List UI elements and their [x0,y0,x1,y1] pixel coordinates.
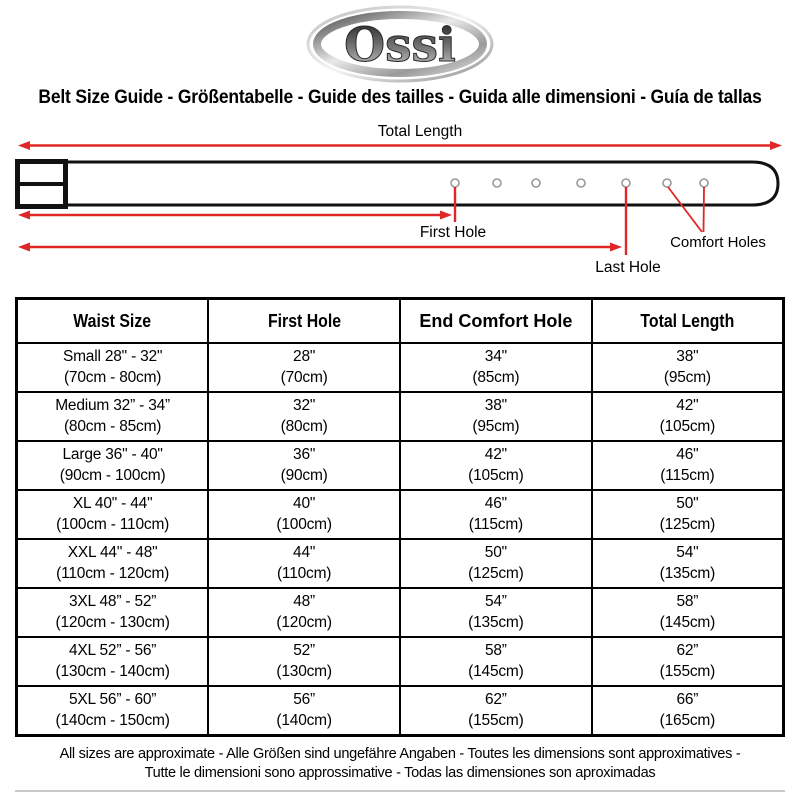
cell-waist [17,637,209,686]
cell-cm: (130cm) [276,662,332,680]
cell-cm: (115cm) [660,466,715,484]
header-label: Total Length [640,310,735,331]
cell-inches: Small 28" - 32" [62,347,163,365]
cell-inches: 38" [676,347,699,365]
cell-cm: (140cm - 150cm) [55,711,170,729]
col-header-first-hole [208,299,400,344]
cell-inches: 38" [484,396,507,414]
cell-cm: (165cm) [659,711,716,729]
cell-cm: (80cm) [280,417,328,435]
cell-cm: (85cm) [472,368,520,386]
cell-inches: 66” [676,690,699,708]
cell-inches: 28" [293,347,316,365]
cell-inches: 50" [676,494,699,512]
header-label: Waist Size [73,310,152,331]
ossi-logo [0,4,800,89]
cell-inches: XXL 44" - 48" [67,543,158,561]
cell-inches: 48” [293,592,316,610]
table-row-5xl [17,686,784,736]
cell-cm: (115cm) [468,515,524,533]
disclaimer-line-1: All sizes are approximate - Alle Größen sind ungefähre Angaben - Toutes les dimensions sont approximatives - [59,745,741,762]
cell-cm: (95cm) [472,417,520,435]
arrowhead-right-icon [770,141,782,150]
col-header-end-comfort-hole [400,299,592,344]
comfort-hole-pointer-line [704,187,705,232]
cell-inches: 42" [676,396,699,414]
size-table [15,297,785,737]
cell-first-hole [208,490,400,539]
cell-cm: (120cm - 130cm) [55,613,170,631]
table-header-row [17,299,784,344]
cell-total-length [592,343,784,392]
cell-cm: (155cm) [468,711,524,729]
belt-hole-comfort-1 [663,179,671,187]
arrowhead-right-icon [610,243,622,252]
cell-inches: 46" [484,494,507,512]
cell-waist [17,441,209,490]
cell-end-comfort-hole [400,392,592,441]
cell-total-length [592,637,784,686]
cell-waist [17,686,209,736]
cell-cm: (105cm) [468,466,524,484]
arrowhead-right-icon [440,211,452,220]
cell-cm: (100cm - 110cm) [56,515,170,533]
cell-inches: 3XL 48” - 52” [68,592,157,610]
cell-first-hole [208,539,400,588]
arrowhead-left-icon [18,211,30,220]
header-label: End Comfort Hole [419,310,573,331]
belt-hole-comfort-2 [700,179,708,187]
cell-cm: (80cm - 85cm) [63,417,162,435]
cell-inches: 4XL 52” - 56” [68,641,157,659]
cell-inches: 40" [293,494,316,512]
cell-cm: (105cm) [659,417,716,435]
cell-end-comfort-hole [400,637,592,686]
table-row-4xl [17,637,784,686]
arrowhead-left-icon [18,141,30,150]
cell-inches: 58” [676,592,699,610]
cell-first-hole [208,637,400,686]
last-hole-label: Last Hole [595,259,661,276]
cell-cm: (70cm) [280,368,328,386]
table-row-3xl [17,588,784,637]
col-header-waist-size [17,299,209,344]
logo-text: Ossi [344,18,456,73]
cell-cm: (90cm) [280,466,328,484]
cell-inches: 44" [293,543,316,561]
cell-inches: 58” [484,641,507,659]
cell-end-comfort-hole [400,539,592,588]
disclaimer-line-2: Tutte le dimensioni sono approssimative - Todas las dimensiones son aproximadas [144,763,656,781]
cell-cm: (140cm) [276,711,332,729]
cell-inches: 62” [676,641,699,659]
cell-waist [17,343,209,392]
cell-cm: (135cm) [468,613,524,631]
disclaimer [12,745,788,783]
cell-inches: 46" [676,445,699,463]
table-row-small [17,343,784,392]
cell-cm: (145cm) [659,613,716,631]
cell-end-comfort-hole [400,686,592,736]
cell-end-comfort-hole [400,588,592,637]
cell-inches: 56” [293,690,316,708]
ossi-logo-badge [305,4,495,84]
comfort-holes-label: Comfort Holes [670,234,766,251]
cell-cm: (95cm) [663,368,711,386]
cell-inches: 52” [293,641,316,659]
cell-waist [17,392,209,441]
cell-cm: (125cm) [659,515,716,533]
cell-total-length [592,539,784,588]
cell-inches: 34" [484,347,507,365]
cell-end-comfort-hole [400,441,592,490]
first-hole-label: First Hole [419,224,487,241]
cell-first-hole [208,441,400,490]
col-header-total-length [592,299,784,344]
bottom-divider [15,790,785,792]
belt-hole [532,179,540,187]
cell-cm: (120cm) [276,613,332,631]
header-label: First Hole [267,310,341,331]
cell-cm: (125cm) [468,564,524,582]
cell-total-length [592,588,784,637]
cell-first-hole [208,588,400,637]
cell-cm: (70cm - 80cm) [63,368,162,386]
arrowhead-left-icon [18,243,30,252]
cell-end-comfort-hole [400,490,592,539]
cell-total-length [592,392,784,441]
cell-inches: Large 36" - 40" [62,445,163,463]
cell-inches: 50" [484,543,507,561]
cell-waist [17,588,209,637]
cell-cm: (135cm) [659,564,716,582]
cell-cm: (100cm) [276,515,332,533]
cell-first-hole [208,392,400,441]
cell-waist [17,490,209,539]
page-title: Belt Size Guide - Größentabelle - Guide des tailles - Guida alle dimensioni - Guía de tallas [38,87,762,108]
cell-inches: XL 40" - 44" [72,494,153,512]
cell-first-hole [208,343,400,392]
cell-cm: (155cm) [659,662,716,680]
cell-cm: (90cm - 100cm) [59,466,166,484]
belt-hole-first [451,179,459,187]
cell-total-length [592,490,784,539]
cell-cm: (110cm) [276,564,332,582]
cell-inches: 5XL 56” - 60” [68,690,157,708]
cell-inches: 54” [484,592,507,610]
cell-total-length [592,686,784,736]
cell-inches: 62” [484,690,507,708]
cell-inches: Medium 32” - 34” [55,396,171,414]
total-length-label: Total Length [377,123,463,140]
cell-total-length [592,441,784,490]
cell-inches: 42" [484,445,507,463]
cell-first-hole [208,686,400,736]
belt-diagram [0,118,800,294]
cell-end-comfort-hole [400,343,592,392]
cell-cm: (110cm - 120cm) [56,564,170,582]
table-row-large [17,441,784,490]
cell-inches: 36" [293,445,316,463]
table-row-xl [17,490,784,539]
belt-hole [493,179,501,187]
cell-inches: 54" [676,543,699,561]
belt-hole [577,179,585,187]
belt-hole-last [622,179,630,187]
cell-waist [17,539,209,588]
table-row-xxl [17,539,784,588]
cell-cm: (145cm) [468,662,524,680]
cell-cm: (130cm - 140cm) [55,662,170,680]
table-row-medium [17,392,784,441]
cell-inches: 32" [293,396,316,414]
